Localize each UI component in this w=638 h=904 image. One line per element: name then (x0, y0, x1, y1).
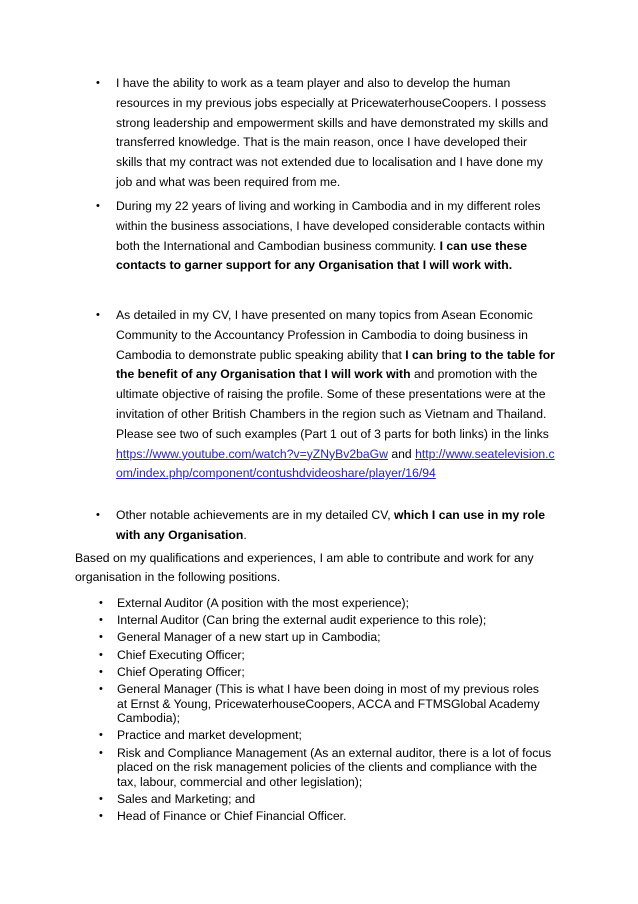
position-item (96, 746, 552, 790)
bullet-text (116, 306, 556, 484)
bullet-marker: • (99, 729, 103, 742)
position-item (96, 809, 552, 824)
position-text: External Auditor (A position with the most experience); (117, 596, 409, 610)
bullet-text (116, 74, 556, 193)
seatelevision-link[interactable]: http://www.seatelevision.com/index.php/component/contushdvideoshare/player/16/94 (116, 446, 555, 481)
position-item (96, 596, 552, 611)
bullet-text-segment: As detailed in my CV, I have presented on many topics from Asean Economic Community to the Accountancy Profession in Cambodia to doing business in Cambodia to demonstrate public speaking ability that (116, 308, 533, 362)
position-item (96, 613, 552, 628)
bullet-bold-segment: I can bring to the table for the benefit of any Organisation that I will work with (116, 347, 555, 382)
bullet-marker: • (99, 614, 103, 627)
bullet-text-segment: During my 22 years of living and working in Cambodia and in my different roles within the business associations, I have developed considerable contacts within both the International and Cambodian business community. (116, 199, 545, 253)
position-text: Head of Finance or Chief Financial Officer. (117, 809, 347, 824)
bullet-marker (96, 306, 116, 326)
bullet-marker (96, 74, 116, 94)
bullet-marker: • (99, 792, 103, 805)
bullet-text (116, 197, 556, 276)
position-item (96, 630, 552, 645)
position-text: Chief Operating Officer; (117, 664, 245, 679)
bullet-bold-segment: I can use these contacts to garner support for any Organisation that I will work with. (116, 238, 528, 273)
bullet-contacts (96, 197, 556, 276)
bullet-marker: • (99, 682, 103, 695)
position-item (96, 665, 552, 680)
position-item (96, 682, 552, 726)
bullet-text-segment: . (243, 527, 247, 542)
position-text: General Manager (This is what I have been doing in most of my previous roles at Ernst & Young, PricewaterhouseCoopers, ACCA and FTMSGlobal Academy Cambodia); (117, 681, 540, 726)
position-text: Chief Executing Officer; (117, 647, 245, 662)
bullet-bold-segment: which I can use in my role with any Organisation (116, 508, 546, 542)
bullet-marker: • (99, 665, 103, 678)
position-item (96, 792, 552, 807)
position-item (96, 648, 552, 663)
bullet-text-segment: Other notable achievements are in my detailed CV, (116, 508, 394, 522)
bullet-presentations (96, 306, 556, 484)
bullet-marker (96, 506, 116, 526)
bullet-marker: • (99, 810, 103, 823)
position-text: Risk and Compliance Management (As an external auditor, there is a lot of focus placed on the risk management policies of the clients and compliance with the tax, labour, commercial and other legislation); (117, 745, 552, 789)
bullet-text (116, 506, 556, 546)
bullet-text-segment: and promotion with the ultimate objective of raising the profile. Some of these presentations were at the invitation of other British Chambers in the region such as Vietnam and Thailand. Please see two of such examples (Part 1 out of 3 parts for both links) in the links (116, 367, 549, 441)
bullet-marker: • (99, 648, 103, 661)
bullet-marker: • (99, 597, 103, 609)
bullet-text-segment: I have the ability to work as a team player and also to develop the human resources in my previous jobs especially at PricewaterhouseCoopers. I possess strong leadership and empowerment skills and have demonstrated my skills and transferred knowledge. That is the main reason, once I have developed their skills that my contract was not extended due to localisation and I have done my job and what was been required from me. (116, 76, 549, 189)
position-text: General Manager of a new start up in Cambodia; (117, 630, 381, 645)
bullet-text-segment: and (387, 446, 416, 461)
youtube-link[interactable]: https://www.youtube.com/watch?v=yZNyBv2baGw (116, 446, 388, 461)
position-text: Sales and Marketing; and (117, 791, 256, 806)
bullet-team-player (96, 74, 556, 193)
bullet-marker: • (99, 746, 103, 759)
intro-paragraph: Based on my qualifications and experiences, I am able to contribute and work for any organisation in the following positions. (75, 551, 534, 584)
position-text: Internal Auditor (Can bring the external audit experience to this role); (117, 613, 487, 628)
positions-list (96, 596, 552, 826)
bullet-marker: • (99, 631, 103, 644)
position-item (96, 728, 552, 743)
bullet-marker (96, 197, 116, 217)
bullet-achievements (96, 506, 556, 546)
position-text: Practice and market development; (117, 728, 302, 743)
